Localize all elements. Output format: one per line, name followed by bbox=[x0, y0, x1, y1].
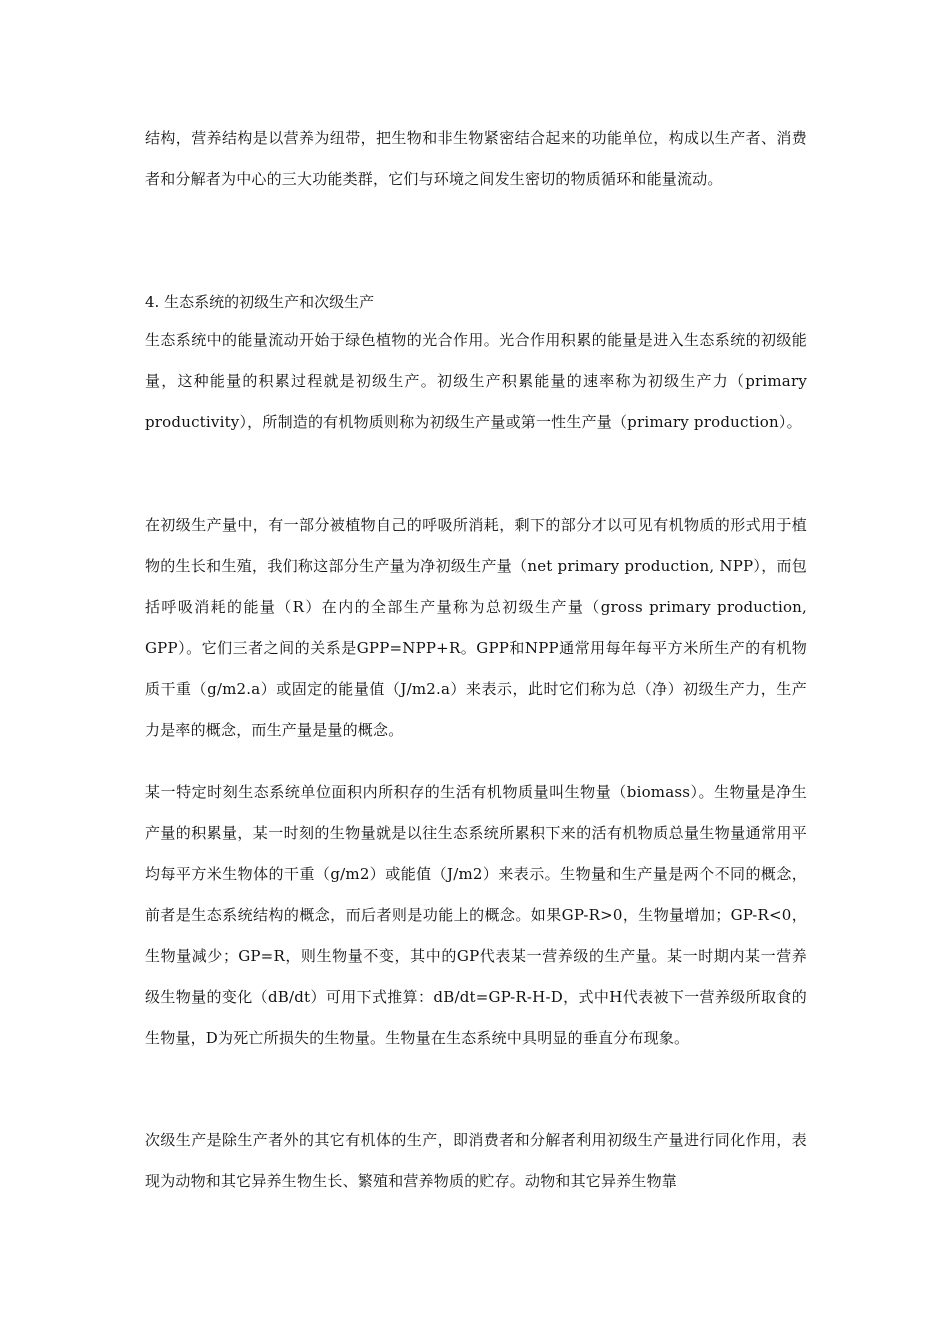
paragraph-npp-gpp: 在初级生产量中，有一部分被植物自己的呼吸所消耗，剩下的部分才以可见有机物质的形式用于植物的生长和生殖，我们称这部分生产量为净初级生产量（net primary production, NPP），而包括呼吸消耗的能量（R）在内的全部生产量称为总初级生产量（gross primary production, GPP）。它们三者之间的关系是GPP=NPP+R。GPP和NPP通常用每年每平方米所生产的有机物质干重（g/m2.a）或固定的能量值（J/m2.a）来表示，此时它们称为总（净）初级生产力，生产力是率的概念，而生产量是量的概念。 bbox=[145, 516, 807, 739]
section-heading-4: 4. 生态系统的初级生产和次级生产 bbox=[145, 293, 375, 311]
paragraph-biomass: 某一特定时刻生态系统单位面积内所积存的生活有机物质量叫生物量（biomass）。生物量是净生产量的积累量，某一时刻的生物量就是以往生态系统所累积下来的活有机物质总量生物量通常用平均每平方米生物体的干重（g/m2）或能值（J/m2）来表示。生物量和生产量是两个不同的概念，前者是生态系统结构的概念，而后者则是功能上的概念。如果GP-R>0，生物量增加；GP-R<0，生物量减少；GP=R，则生物量不变，其中的GP代表某一营养级的生产量。某一时期内某一营养级生物量的变化（dB/dt）可用下式推算：dB/dt=GP-R-H-D，式中H代表被下一营养级所取食的生物量，D为死亡所损失的生物量。生物量在生态系统中具明显的垂直分布现象。 bbox=[145, 783, 807, 1047]
paragraph-primary-production-intro: 生态系统中的能量流动开始于绿色植物的光合作用。光合作用积累的能量是进入生态系统的初级能量，这种能量的积累过程就是初级生产。初级生产积累能量的速率称为初级生产力（primary productivity），所制造的有机物质则称为初级生产量或第一性生产量（primary production）。 bbox=[145, 331, 807, 431]
paragraph-secondary-production: 次级生产是除生产者外的其它有机体的生产，即消费者和分解者利用初级生产量进行同化作用，表现为动物和其它异养生物生长、繁殖和营养物质的贮存。动物和其它异养生物靠 bbox=[145, 1131, 807, 1190]
paragraph-structure: 结构，营养结构是以营养为纽带，把生物和非生物紧密结合起来的功能单位，构成以生产者、消费者和分解者为中心的三大功能类群，它们与环境之间发生密切的物质循环和能量流动。 bbox=[145, 129, 807, 188]
